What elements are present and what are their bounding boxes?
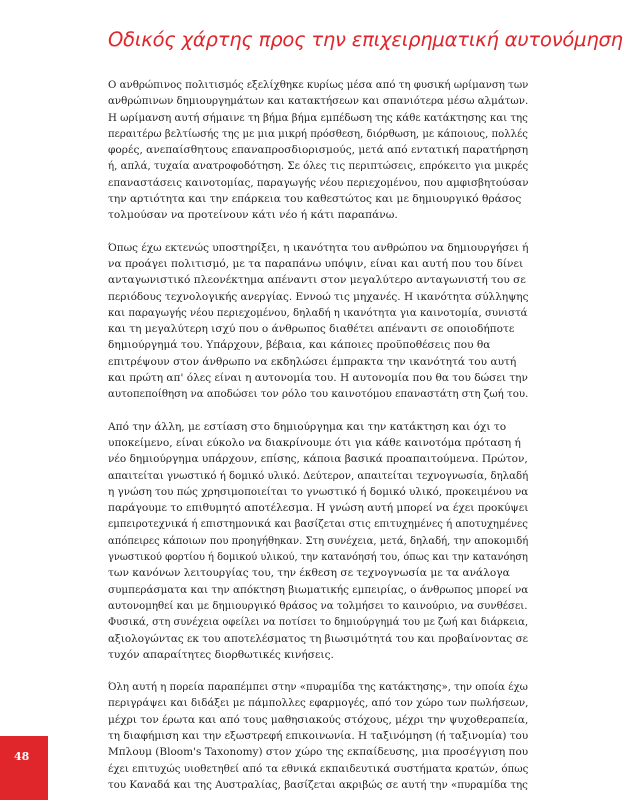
text-line: ανταγωνιστικό πλεονέκτημα απέναντι στον μεγαλύτερο ανταγωνιστή του σε	[108, 274, 526, 287]
text-line: Η ωρίμανση αυτή σήμαινε τη βήμα βήμα εμπέδωση της κάθε κατάκτησης και της	[108, 111, 528, 124]
text-line: αυτονομηθεί και με δημιουργικό θράσος να τολμήσει το καινούριο, να συνθέσει.	[108, 599, 528, 612]
text-line: Φυσικά, στη συνέχεια οφείλει να ποτίσει το δημιούργημά του με ζωή και διάρκεια,	[108, 616, 529, 629]
text-line: έχει επιτυχώς υιοθετηθεί από τα εθνικά εκπαιδευτικά συστήματα κρατών, όπως	[108, 762, 529, 775]
text-line: Μπλουμ (Bloom's Taxonomy) στον χώρο της εκπαίδευσης, μια προσέγγιση που	[108, 746, 529, 759]
text-line: την αρτιότητα και την επάρκεια του καθεστώτος και με δημιουργικό θράσος	[108, 193, 522, 206]
text-line: φορές, ανεπαίσθητους επαναπροσδιορισμούς, μετά από εντατική παρατήρηση	[108, 144, 529, 157]
text-line: και πρώτη απ' όλες είναι η αυτονομία του. Η αυτονομία που θα του δώσει την	[108, 372, 528, 385]
text-line: επαναστάσεις καινοτομίας, παραγωγής νέου περιεχομένου, που αμφισβητούσαν	[108, 176, 529, 189]
text-line: και παραγωγής νέου περιεχομένου, δηλαδή η ικανότητα για καινοτομία, συνιστά	[108, 306, 528, 319]
text-line: και τη μεγαλύτερη ισχύ που ο άνθρωπος διαθέτει απέναντι σε οποιοδήποτε	[108, 323, 515, 336]
text-line: η γνώση του πώς χρησιμοποιείται το γνωστικό ή δομικό υλικό, προκειμένου να	[108, 485, 529, 498]
paragraph	[108, 77, 528, 224]
text-line: περιγράψει και διδάξει με πάμπολλες εφαρμογές, από τον χώρο των πωλήσεων,	[108, 697, 529, 710]
text-line: μέχρι τον έρωτα και από τους μαθησιακούς στόχους, μέχρι την ψυχοθεραπεία,	[108, 713, 529, 726]
text-line: Όλη αυτή η πορεία παραπέμπει στην «πυραμίδα της κατάκτησης», την οποία έχω	[108, 681, 528, 694]
text-line: Όπως έχω εκτενώς υποστηρίξει, η ικανότητα του ανθρώπου να δημιουργήσει ή	[108, 241, 529, 254]
text-line: να προάγει πολιτισμό, με τα παραπάνω υπόψιν, είναι και αυτή που του δίνει	[108, 257, 524, 270]
text-line: γνωστικού φορτίου ή δομικού υλικού, την κατανόησή του, όπως και την κατανόηση	[108, 551, 528, 564]
page-number-tab	[0, 736, 48, 800]
text-line: παράγουμε το επιθυμητό αποτέλεσμα. Η γνώση αυτή μπορεί να έχει προκύψει	[108, 502, 529, 515]
text-line: τυχόν απαραίτητες διορθωτικές κινήσεις.	[108, 648, 334, 661]
text-line: ή, απλά, τυχαία ανατροφοδότηση. Σε όλες τις περιπτώσεις, επρόκειτο για μικρές	[108, 160, 529, 173]
text-line: συμπεράσματα και την απόκτηση βιωματικής εμπειρίας, ο άνθρωπος μπορεί να	[108, 583, 529, 596]
text-line: εμπειροτεχνικά ή επιστημονικά και βασίζεται στις επιτυχημένες ή αποτυχημένες	[108, 518, 528, 531]
text-line: περιόδους τεχνολογικής ανεργίας. Εννοώ τις μηχανές. Η ικανότητα σύλληψης	[108, 290, 529, 303]
text-line: του Καναδά και της Αυστραλίας, βασίζεται ακριβώς σε αυτή την «πυραμίδα της	[108, 778, 528, 791]
text-line: Ο ανθρώπινος πολιτισμός εξελίχθηκε κυρίως μέσα από τη φυσική ωρίμανση των	[108, 79, 529, 91]
text-line: περαιτέρω βελτίωσής της με μια μικρή πρόσθεση, διόρθωση, με κάποιους, πολλές	[108, 127, 528, 140]
text-line: απαιτείται γνωστικό ή δομικό υλικό. Δεύτερον, απαιτείται τεχνογνωσία, δηλαδή	[108, 469, 529, 482]
text-line: των κανόνων λειτουργίας του, την έκθεση σε τεχνογνωσία με τα ανάλογα	[108, 567, 510, 580]
text-line: τη διαφήμιση και την εξωστρεφή επικοινωνία. Η ταξινόμηση (ή ταξινομία) του	[108, 729, 529, 742]
text-line: υποκείμενο, είναι εύκολο να διακρίνουμε ότι για κάθε καινοτόμα πρόταση ή	[108, 436, 521, 449]
paragraph	[108, 240, 528, 403]
text-line: απόπειρες κάποιων που προηγήθηκαν. Στη συνέχεια, μετά, δηλαδή, την αποκομιδή	[108, 534, 529, 547]
text-line: αξιολογώντας εκ του αποτελέσματος τη βιωσιμότητά του και προβαίνοντας σε	[108, 632, 529, 645]
text-line: επιτρέψουν στον άνθρωπο να εκδηλώσει έμπρακτα την ικανότητά του αυτή	[108, 355, 517, 368]
text-line: ανθρώπινων δημιουργημάτων και κατακτήσεων και σπανιότερα μέσω αλμάτων.	[108, 95, 529, 108]
text-line: δημιούργημά του. Υπάρχουν, βέβαια, και κάποιες προϋποθέσεις που θα	[108, 339, 491, 352]
text-line: τολμούσαν να προτείνουν κάτι νέο ή κάτι παραπάνω.	[108, 209, 398, 222]
page-title: Οδικός χάρτης προς την επιχειρηματική αυτονόμηση	[108, 28, 623, 51]
paragraph	[108, 679, 528, 793]
text-line: Από την άλλη, με εστίαση στο δημιούργημα και την κατάκτηση και όχι το	[108, 420, 507, 433]
paragraph	[108, 419, 528, 663]
page-number: 48	[14, 750, 30, 763]
text-line: αυτοπεποίθηση να αποδώσει τον ρόλο του καινοτόμου επαναστάτη στη ζωή του.	[108, 388, 529, 401]
text-line: νέο δημιούργημα υπάρχουν, επίσης, κάποια βασικά προαπαιτούμενα. Πρώτον,	[108, 453, 528, 466]
body-text	[108, 77, 528, 809]
